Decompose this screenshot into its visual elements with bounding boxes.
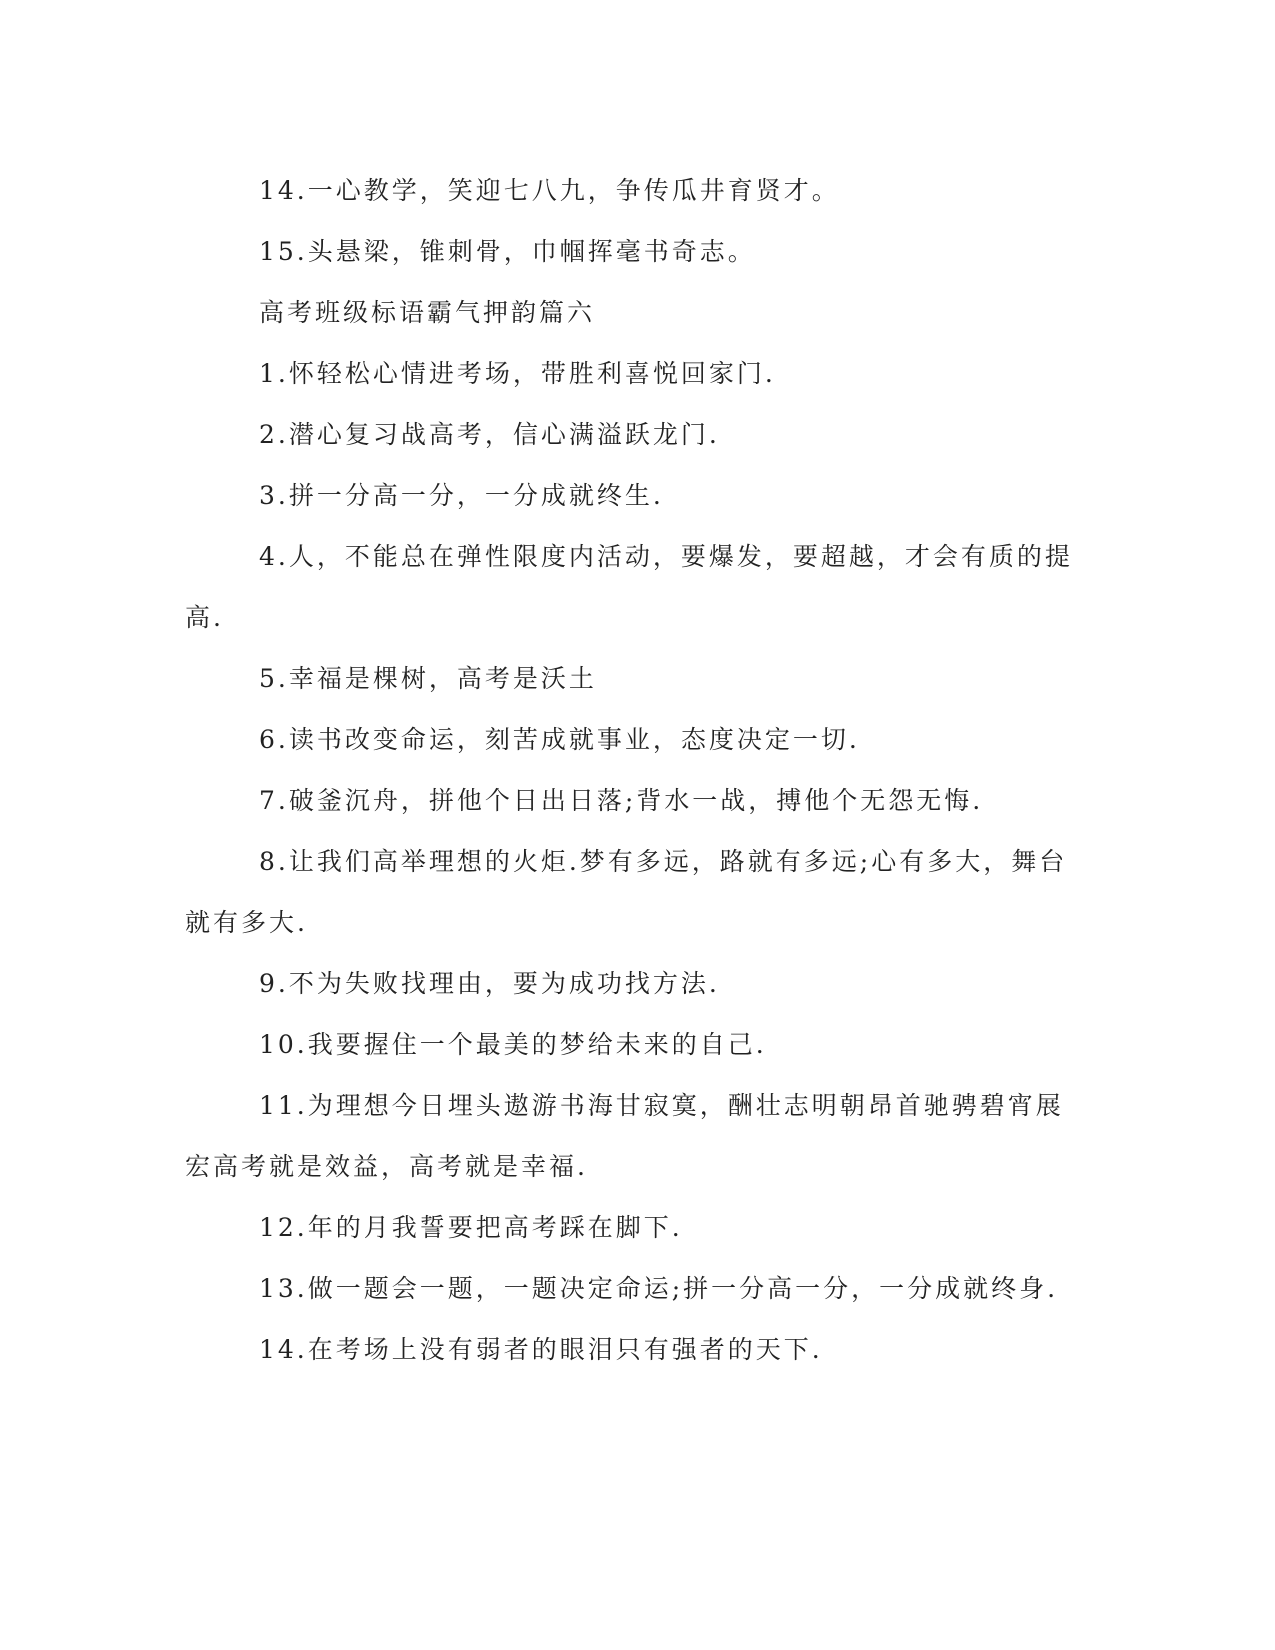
slogan-item-13: 13.做一题会一题，一题决定命运;拼一分高一分，一分成就终身.: [259, 1274, 1059, 1303]
slogan-item-11: 11.为理想今日埋头遨游书海甘寂寞，酬壮志明朝昂首驰骋碧宵展宏高考就是效益，高考就是幸福.: [185, 1091, 1064, 1181]
slogan-item-15: 15.头悬梁，锥刺骨，巾帼挥毫书奇志。: [259, 237, 756, 266]
slogan-item-1: 1.怀轻松心情进考场，带胜利喜悦回家门.: [259, 359, 776, 388]
slogan-item-10: 10.我要握住一个最美的梦给未来的自己.: [259, 1030, 767, 1059]
slogan-item-14: 14.一心教学，笑迎七八九，争传瓜井育贤才。: [259, 176, 840, 205]
slogan-item-3: 3.拼一分高一分，一分成就终生.: [259, 481, 664, 510]
slogan-item-8: 8.让我们高举理想的火炬.梦有多远，路就有多远;心有多大，舞台就有多大.: [185, 847, 1068, 937]
slogan-item-4: 4.人，不能总在弹性限度内活动，要爆发，要超越，才会有质的提高.: [185, 542, 1073, 632]
section-heading: 高考班级标语霸气押韵篇六: [259, 298, 596, 327]
slogan-item-14b: 14.在考场上没有弱者的眼泪只有强者的天下.: [259, 1335, 823, 1364]
slogan-item-5: 5.幸福是棵树，高考是沃土: [259, 664, 597, 693]
slogan-item-6: 6.读书改变命运，刻苦成就事业，态度决定一切.: [259, 725, 860, 754]
slogan-item-9: 9.不为失败找理由，要为成功找方法.: [259, 969, 720, 998]
slogan-item-12: 12.年的月我誓要把高考踩在脚下.: [259, 1213, 683, 1242]
slogan-item-2: 2.潜心复习战高考，信心满溢跃龙门.: [259, 420, 720, 449]
document-body: [185, 160, 1075, 1380]
slogan-item-7: 7.破釜沉舟，拼他个日出日落;背水一战，搏他个无怨无悔.: [259, 786, 984, 815]
